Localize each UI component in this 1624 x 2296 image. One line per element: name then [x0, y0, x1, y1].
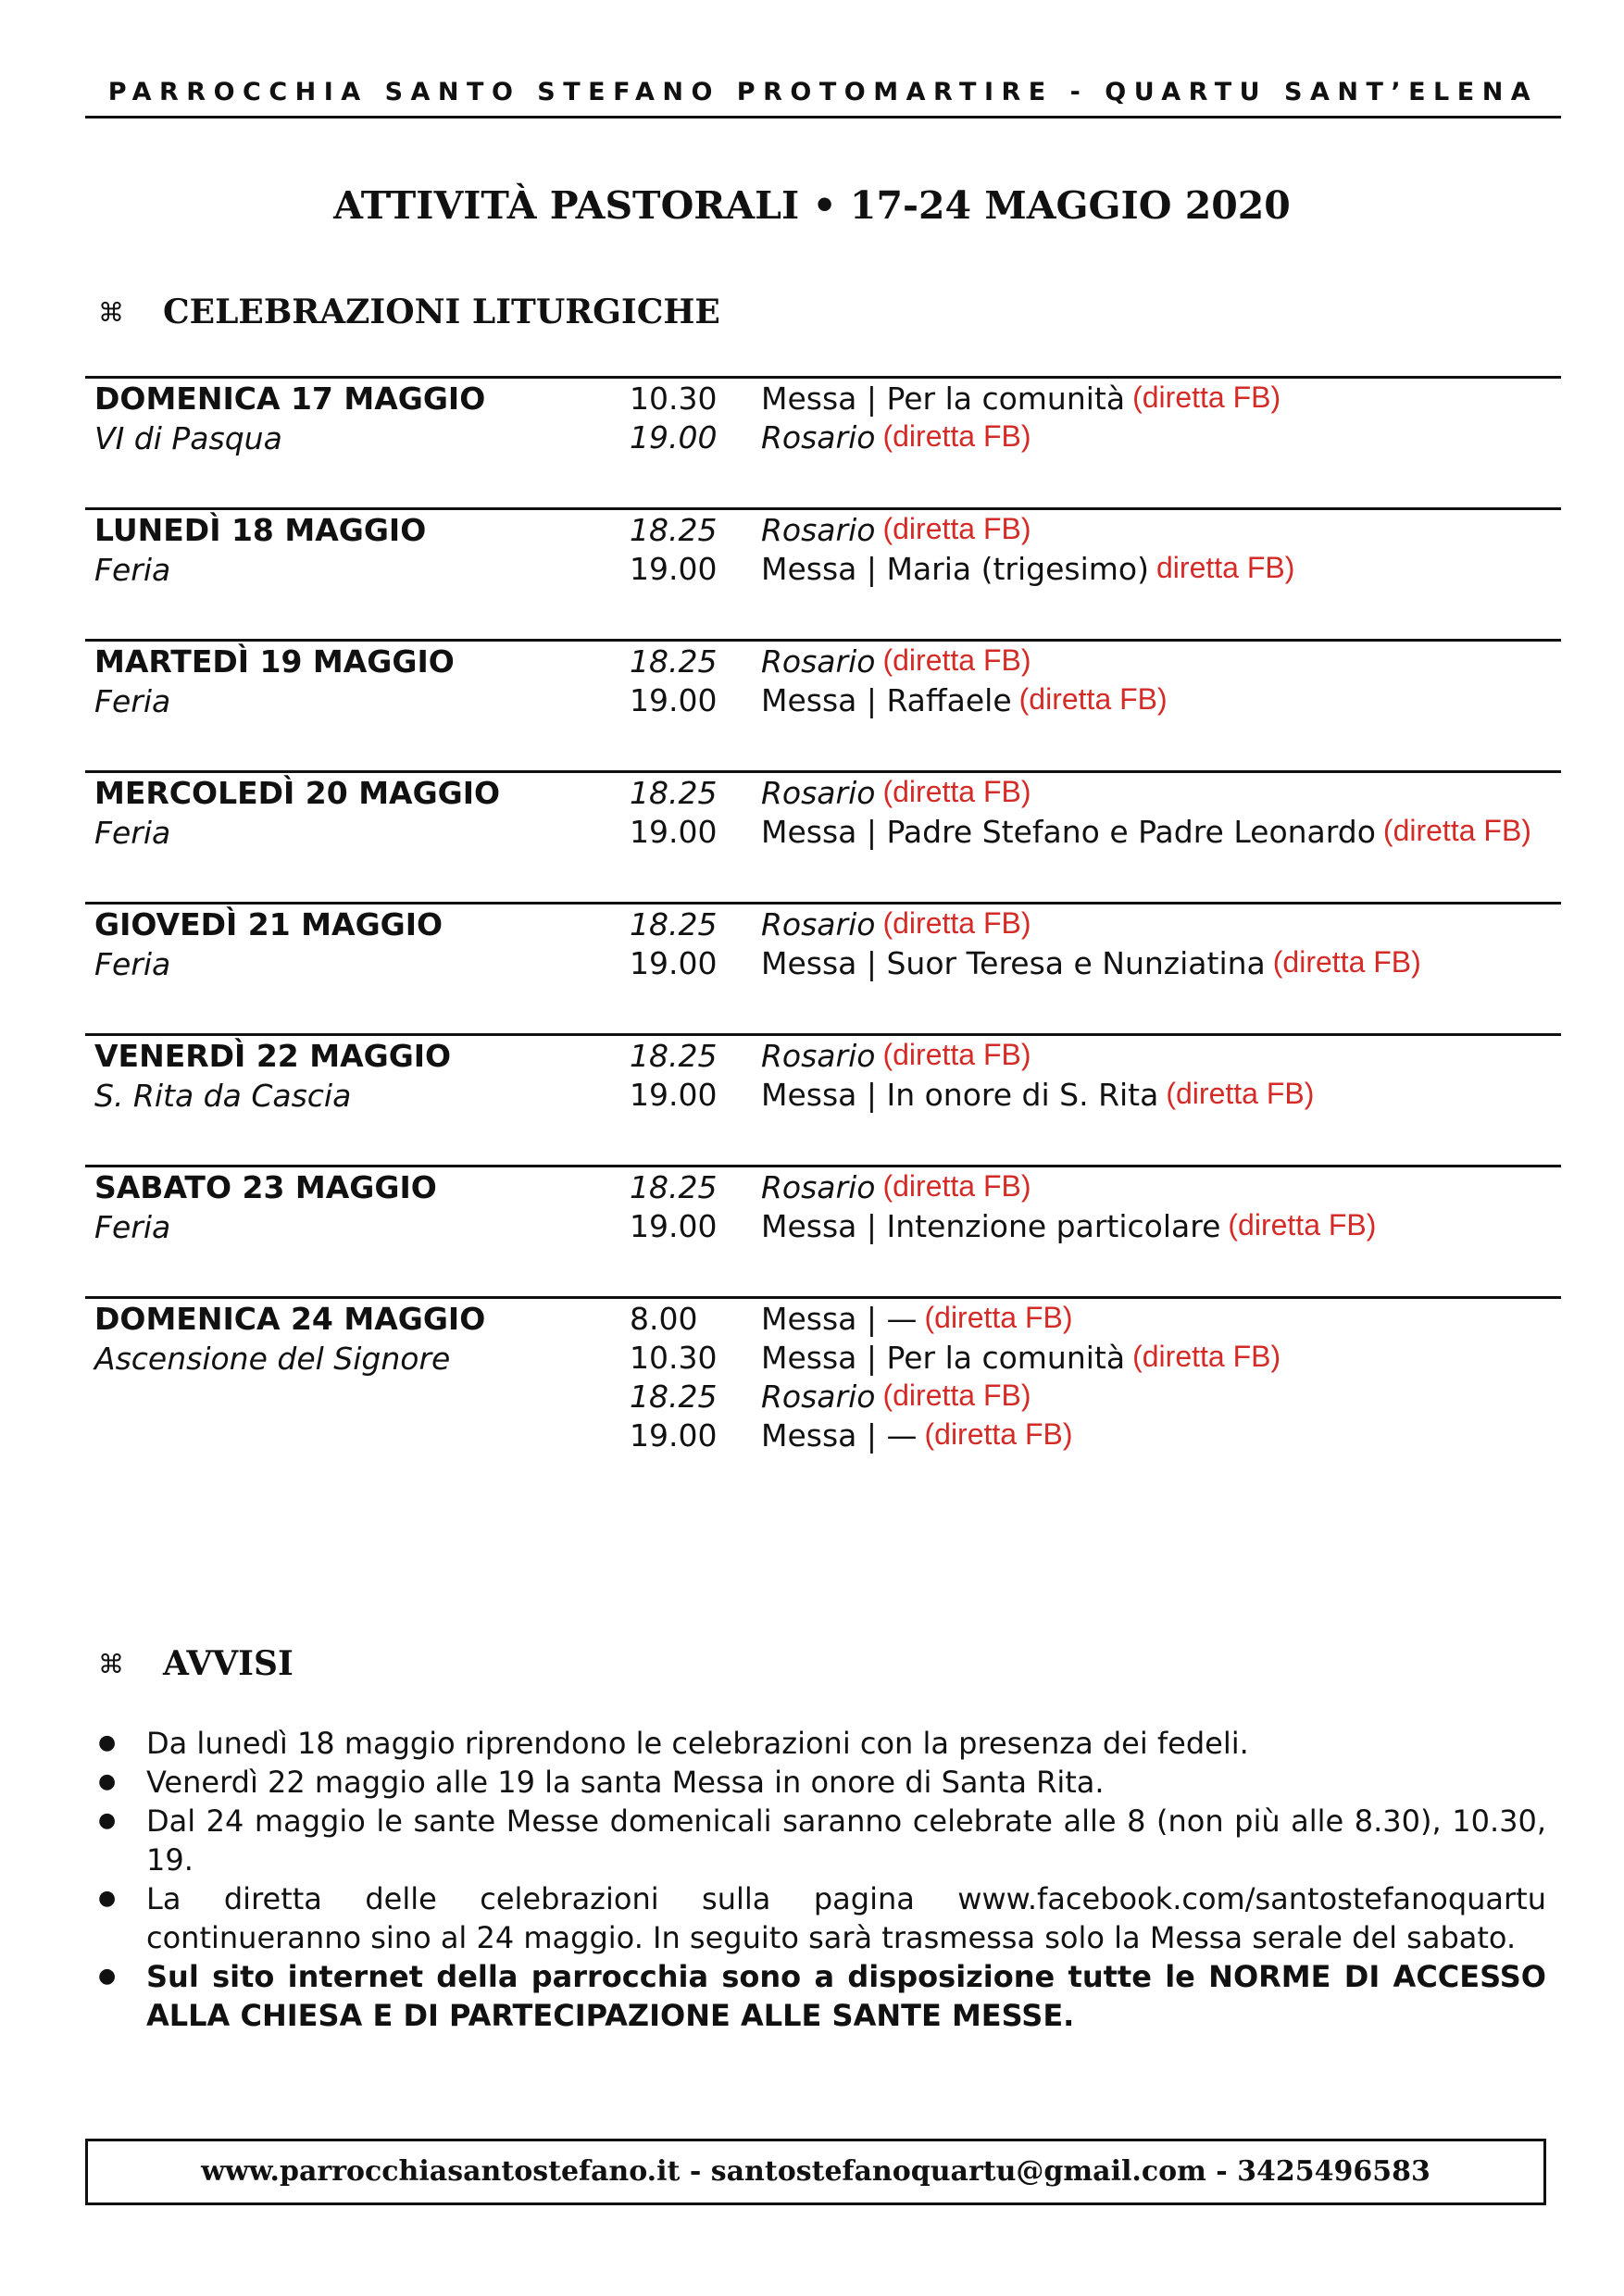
parish-name: PARROCCHIA SANTO STEFANO PROTOMARTIRE - QUARTU SANT’ELENA: [107, 78, 1539, 106]
event-title: Messa | —: [761, 1417, 918, 1454]
day-block: [85, 1033, 1561, 1165]
event-time: 19.00: [630, 945, 718, 981]
day-block: [85, 1296, 1561, 1484]
event-row: [630, 643, 1168, 682]
event-row: [630, 1301, 1280, 1340]
day-block: [85, 376, 1561, 507]
event-row: [630, 1417, 1280, 1456]
day-name: MARTEDÌ 19 MAGGIO: [94, 643, 455, 680]
live-stream-tag: (diretta FB): [882, 1379, 1031, 1412]
event-row: [630, 512, 1294, 551]
event-time: 19.00: [630, 1417, 718, 1454]
live-stream-tag: (diretta FB): [1228, 1208, 1377, 1242]
event-time: 18.25: [630, 906, 718, 942]
event-title: Rosario: [761, 1379, 876, 1415]
notice-item: ● Dal 24 maggio le sante Messe domenicali saranno celebrate alle 8 (non più alle 8.30), 10.30, 19.: [98, 1802, 1546, 1879]
event-time: 19.00: [630, 682, 718, 718]
event-title: Messa | Per la comunità: [761, 1340, 1126, 1376]
live-stream-tag: (diretta FB): [882, 906, 1031, 940]
day-liturgical-note: Feria: [94, 552, 171, 588]
day-events: [630, 512, 1294, 590]
day-block: [85, 770, 1561, 902]
event-time: 18.25: [630, 1379, 718, 1415]
section-notices-label: AVVISI: [163, 1644, 294, 1683]
section-mark-icon: ⌘: [98, 1649, 124, 1678]
section-mark-icon: ⌘: [98, 297, 124, 327]
event-title: Messa | —: [761, 1301, 918, 1337]
liturgy-schedule: [85, 376, 1561, 1484]
event-title: Rosario: [761, 419, 876, 455]
live-stream-tag: (diretta FB): [882, 1038, 1031, 1071]
event-row: [630, 1077, 1314, 1116]
day-block: [85, 507, 1561, 639]
live-stream-tag: (diretta FB): [882, 643, 1031, 677]
day-block: [85, 902, 1561, 1033]
event-time: 10.30: [630, 1340, 718, 1376]
event-title: Rosario: [761, 1038, 876, 1074]
day-events: [630, 906, 1421, 984]
section-notices-heading: [98, 1644, 294, 1683]
notice-item: ● Sul sito internet della parrocchia sono a disposizione tutte le NORME DI ACCESSO ALLA CHIESA E DI PARTECIPAZIONE ALLE SANTE MESSE.: [98, 1957, 1546, 2035]
live-stream-tag: (diretta FB): [882, 419, 1031, 453]
event-time: 18.25: [630, 1038, 718, 1074]
event-row: [630, 419, 1280, 458]
event-row: [630, 1208, 1376, 1247]
day-liturgical-note: Feria: [94, 683, 171, 719]
event-time: 18.25: [630, 775, 718, 811]
day-block: [85, 1165, 1561, 1296]
day-events: [630, 775, 1531, 853]
live-stream-tag: (diretta FB): [882, 775, 1031, 808]
event-row: [630, 1169, 1376, 1208]
event-row: [630, 775, 1531, 814]
page-title: ATTIVITÀ PASTORALI • 17-24 MAGGIO 2020: [333, 183, 1291, 228]
event-title: Rosario: [761, 1169, 876, 1205]
day-liturgical-note: Feria: [94, 946, 171, 982]
event-title: Rosario: [761, 643, 876, 680]
live-stream-tag: (diretta FB): [1166, 1077, 1315, 1110]
event-time: 19.00: [630, 551, 718, 587]
notices-list: [98, 1724, 1546, 2035]
day-name: GIOVEDÌ 21 MAGGIO: [94, 906, 443, 942]
event-title: Messa | Raffaele: [761, 682, 1012, 718]
event-row: [630, 551, 1294, 590]
live-stream-tag: (diretta FB): [1132, 381, 1281, 414]
live-stream-tag: (diretta FB): [1382, 814, 1531, 847]
event-time: 8.00: [630, 1301, 698, 1337]
day-name: SABATO 23 MAGGIO: [94, 1169, 437, 1205]
notice-item: ● Venerdì 22 maggio alle 19 la santa Messa in onore di Santa Rita.: [98, 1763, 1546, 1802]
day-liturgical-note: Feria: [94, 1209, 171, 1245]
event-time: 19.00: [630, 419, 718, 455]
event-title: Rosario: [761, 512, 876, 548]
day-name: LUNEDÌ 18 MAGGIO: [94, 512, 427, 548]
day-liturgical-note: Ascensione del Signore: [94, 1341, 451, 1377]
notice-item: ● La diretta delle celebrazioni sulla pagina www.facebook.com/santostefanoquartu continueranno sino al 24 maggio. In seguito sarà trasmessa solo la Messa serale del sabato.: [98, 1879, 1546, 1957]
event-row: [630, 682, 1168, 721]
day-events: [630, 1038, 1314, 1116]
event-row: [630, 1379, 1280, 1417]
day-events: [630, 1301, 1280, 1456]
footer-contacts-box: [85, 2139, 1546, 2205]
day-block: [85, 639, 1561, 770]
section-liturgy-heading: [98, 293, 720, 331]
event-row: [630, 814, 1531, 853]
event-title: Rosario: [761, 775, 876, 811]
header-divider: [85, 116, 1561, 119]
parish-header: [85, 78, 1561, 106]
event-title: Rosario: [761, 906, 876, 942]
event-time: 19.00: [630, 1077, 718, 1113]
event-time: 10.30: [630, 381, 718, 417]
day-events: [630, 381, 1280, 458]
live-stream-tag: (diretta FB): [924, 1417, 1073, 1451]
live-stream-tag: (diretta FB): [882, 1169, 1031, 1203]
live-stream-tag: (diretta FB): [1018, 682, 1168, 716]
section-liturgy-label: CELEBRAZIONI LITURGICHE: [163, 293, 720, 331]
event-title: Messa | In onore di S. Rita: [761, 1077, 1159, 1113]
live-stream-tag: (diretta FB): [882, 512, 1031, 545]
day-name: MERCOLEDÌ 20 MAGGIO: [94, 775, 501, 811]
event-row: [630, 1038, 1314, 1077]
event-time: 18.25: [630, 512, 718, 548]
live-stream-tag: (diretta FB): [924, 1301, 1073, 1334]
footer-contacts: www.parrocchiasantostefano.it - santostefanoquartu@gmail.com - 3425496583: [201, 2155, 1430, 2188]
event-title: Messa | Per la comunità: [761, 381, 1126, 417]
day-liturgical-note: Feria: [94, 815, 171, 851]
live-stream-tag: (diretta FB): [1272, 945, 1421, 979]
event-title: Messa | Maria (trigesimo): [761, 551, 1149, 587]
event-time: 19.00: [630, 1208, 718, 1244]
day-events: [630, 643, 1168, 721]
live-stream-tag: diretta FB): [1156, 551, 1295, 584]
event-title: Messa | Padre Stefano e Padre Leonardo: [761, 814, 1376, 850]
day-liturgical-note: S. Rita da Cascia: [94, 1078, 352, 1114]
live-stream-tag: (diretta FB): [1132, 1340, 1281, 1373]
event-row: [630, 906, 1421, 945]
day-events: [630, 1169, 1376, 1247]
day-name: DOMENICA 24 MAGGIO: [94, 1301, 486, 1337]
event-time: 18.25: [630, 643, 718, 680]
day-name: VENERDÌ 22 MAGGIO: [94, 1038, 452, 1074]
event-time: 19.00: [630, 814, 718, 850]
event-row: [630, 381, 1280, 419]
day-name: DOMENICA 17 MAGGIO: [94, 381, 486, 417]
event-title: Messa | Intenzione particolare: [761, 1208, 1221, 1244]
event-time: 18.25: [630, 1169, 718, 1205]
event-row: [630, 1340, 1280, 1379]
event-title: Messa | Suor Teresa e Nunziatina: [761, 945, 1266, 981]
event-row: [630, 945, 1421, 984]
day-liturgical-note: VI di Pasqua: [94, 420, 282, 456]
notice-item: ● Da lunedì 18 maggio riprendono le celebrazioni con la presenza dei fedeli.: [98, 1724, 1546, 1763]
